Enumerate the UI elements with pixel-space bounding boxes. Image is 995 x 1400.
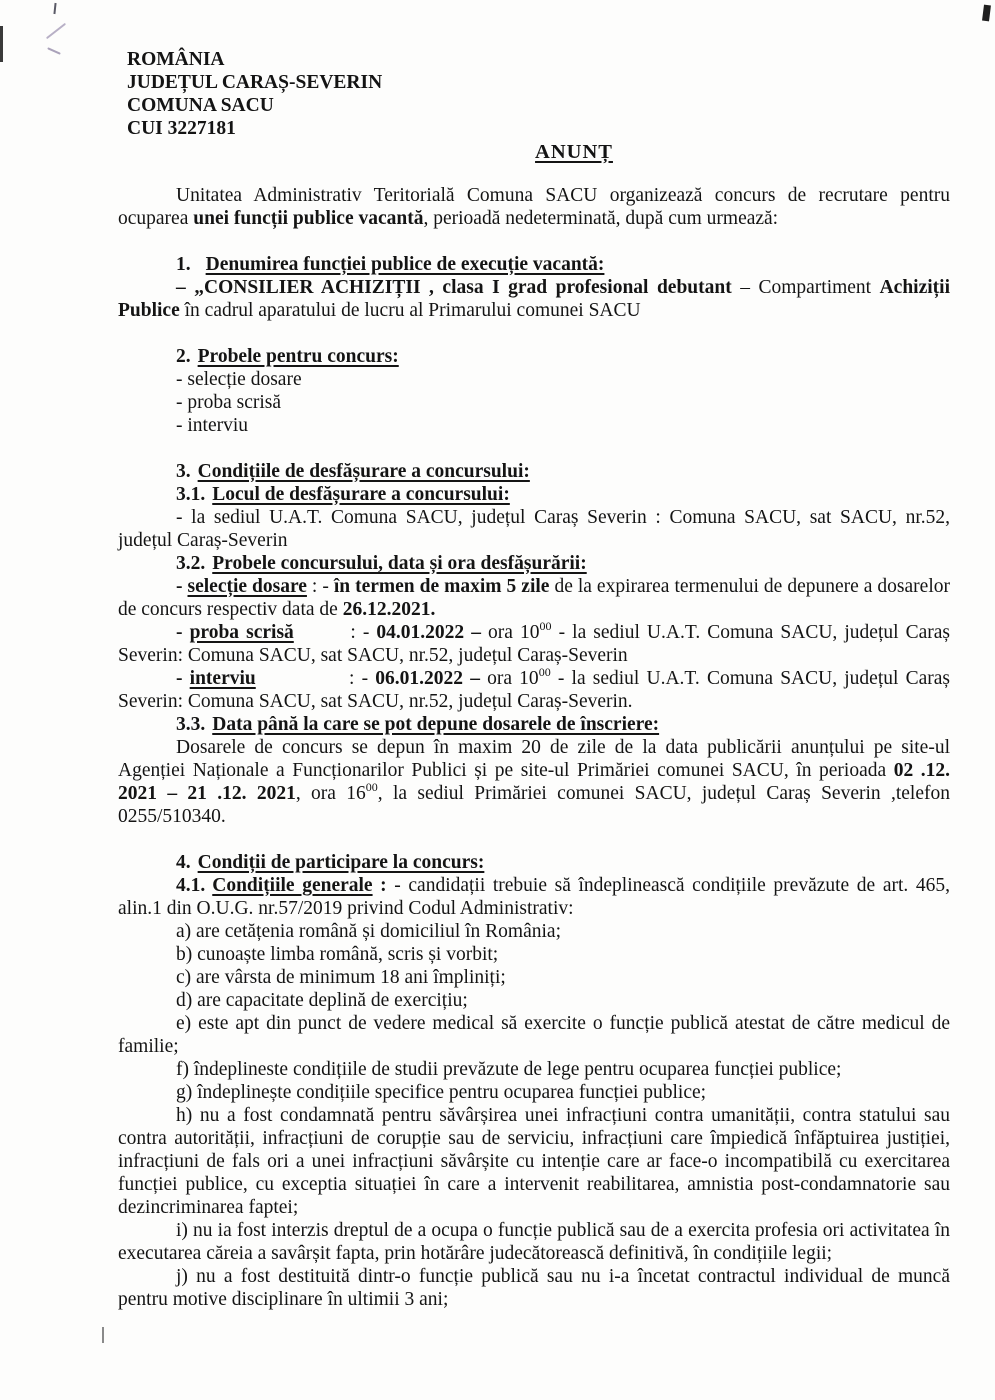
- header-country: ROMÂNIA: [127, 49, 225, 70]
- intro-text-2: , perioadă nedeterminată, după cum urmează:: [423, 208, 779, 229]
- text: , la sediul Primăriei comunei SACU, județul Caraș Severin ,telefon 0255/510340.: [118, 783, 951, 827]
- text: - la sediul U.A.T. Comuna SACU, județul Caraș Severin: Comuna SACU, sat SACU, nr.52, județul Caraș-Severin.: [118, 668, 950, 712]
- title-row: [118, 141, 950, 164]
- header-commune: COMUNA SACU: [127, 95, 274, 116]
- filing-period-paragraph: [118, 736, 950, 828]
- text: - candidații trebuie să îndeplinească condițiile prevăzute de art. 465, alin.1 din O.U.G. nr.57/2019 privind Codul Administrativ:: [118, 875, 950, 919]
- intro-text: Unitatea Administrativ Teritorială Comuna SACU organizează concurs de recrutare pentru ocuparea: [118, 185, 950, 229]
- section-3-title: Condițiile de desfășurare a concursului:: [197, 461, 530, 482]
- section-1-number: 1.: [176, 254, 191, 275]
- condition-item: b) cunoaște limba română, scris și vorbit;: [176, 944, 499, 965]
- scan-artifact: [53, 3, 56, 14]
- section-3-number: 3.: [176, 461, 191, 482]
- text: – Compartiment: [731, 277, 880, 298]
- section-3-2-heading: [176, 552, 950, 575]
- selection-deadline-paragraph: [118, 575, 950, 621]
- text: în cadrul aparatului de lucru al Primarului comunei SACU: [179, 300, 641, 321]
- condition-item: e) este apt din punct de vedere medical să exercite o funcție publică atestat de către medicul de familie;: [118, 1013, 950, 1057]
- deadline-date: 26.12.2021.: [342, 599, 436, 620]
- position-name: „CONSILIER ACHIZIȚII , clasa I grad profesional debutant: [194, 277, 732, 298]
- written-test-paragraph: [118, 618, 950, 667]
- section-3-1-title: Locul de desfășurare a concursului:: [212, 484, 510, 505]
- scan-artifact: [982, 5, 991, 22]
- section-3-1-heading: [176, 483, 950, 506]
- condition-item: c) are vârsta de minimum 18 ani împliniți;: [176, 967, 506, 988]
- document-content: [118, 48, 950, 1311]
- dash: -: [176, 576, 188, 597]
- scan-artifact: [46, 23, 66, 39]
- text: : -: [255, 668, 376, 689]
- section-4-1-number: 4.1.: [176, 875, 206, 896]
- condition-item: d) are capacitate deplină de exercițiu;: [176, 990, 468, 1011]
- stage-label: selecție dosare: [187, 576, 307, 597]
- interview-date: 06.01.2022 –: [375, 668, 480, 689]
- section-3-2-number: 3.2.: [176, 553, 206, 574]
- section-3-3-heading: [176, 713, 950, 736]
- section-4-1-title: Condițiile generale: [212, 875, 373, 896]
- condition-item: g) îndeplinește condițiile specifice pentru ocuparea funcției publice;: [176, 1082, 707, 1103]
- department-name: Achiziții Publice: [118, 277, 950, 321]
- section-4-title: Condiții de participare la concurs:: [197, 852, 485, 873]
- condition-item: j) nu a fost destituită dintr-o funcție publică sau nu i-a încetat contractul individual de muncă pentru motive disciplinare în ultimii 3 ani;: [118, 1266, 950, 1310]
- text: , ora 16: [295, 783, 366, 804]
- section-3-1-body: - la sediul U.A.T. Comuna SACU, județul Caraș Severin : Comuna SACU, sat SACU, nr.52, județul Caraș-Severin: [118, 507, 950, 551]
- section-3-3-number: 3.3.: [176, 714, 206, 735]
- text: ora 10: [479, 668, 539, 689]
- section-1-heading: [176, 253, 950, 276]
- hour-superscript: 00: [538, 664, 551, 679]
- header-cui: CUI 3227181: [127, 118, 236, 139]
- dash: -: [176, 622, 190, 643]
- stage-label: proba scrisă: [189, 622, 294, 643]
- scan-artifact: [0, 26, 3, 62]
- section-4-heading: [176, 851, 950, 874]
- condition-item: a) are cetățenia română și domiciliul în România;: [176, 921, 561, 942]
- hour-superscript: 00: [539, 618, 552, 633]
- section-2-number: 2.: [176, 346, 191, 367]
- header-county: JUDEȚUL CARAȘ-SEVERIN: [127, 72, 383, 93]
- section-2-title: Probele pentru concurs:: [197, 346, 399, 367]
- dash: -: [176, 668, 190, 689]
- section-4-1-paragraph: [118, 874, 950, 920]
- text: : -: [306, 576, 334, 597]
- text: : -: [293, 622, 377, 643]
- stage-label: interviu: [189, 668, 256, 689]
- section-3-heading: [176, 460, 950, 483]
- section-3-2-title: Probele concursului, data și ora desfășurării:: [212, 553, 587, 574]
- deadline-term: în termen de maxim 5 zile: [333, 576, 550, 597]
- text: ora 10: [480, 622, 540, 643]
- list-item: - selecție dosare: [176, 369, 302, 390]
- scan-artifact: [102, 1327, 104, 1343]
- interview-paragraph: [118, 664, 950, 713]
- section-3-1-number: 3.1.: [176, 484, 206, 505]
- condition-item: h) nu a fost condamnată pentru săvârșirea unei infracțiuni contra umanității, contra statului sau contra autorității, infracțiuni de corupție sau de serviciu, infracțiuni care împiedică înfăptuirea justiției, infracțiuni de fals ori a unei infracțiuni săvârșite cu intenție care ar face-o incompatibilă cu exercitarea funcției publice, cu exceptia situației în care a intervenit reabilitarea, amnistia post-condamnatorie sau dezincriminarea faptei;: [118, 1105, 950, 1218]
- list-item: - interviu: [176, 415, 249, 436]
- section-1-body: [118, 276, 950, 322]
- hour-superscript: 00: [365, 779, 378, 794]
- intro-bold: unei funcții publice vacantă: [193, 208, 424, 229]
- condition-item: i) nu ia fost interzis dreptul de a ocupa o funcție publică sau de a exercita profesia ori activitatea în executarea căreia a savârșit fapta, prin hotărâre judecătorească definitivă, în condițiile legii;: [118, 1220, 950, 1264]
- section-1-title: Denumirea funcției publice de execuție vacantă:: [205, 254, 605, 275]
- list-item: - proba scrisă: [176, 392, 282, 413]
- intro-paragraph: [118, 184, 950, 230]
- dash: –: [176, 277, 195, 298]
- text: de la expirarea termenului de depunere a dosarelor de concurs respectiv data de: [118, 576, 950, 620]
- section-2-heading: [176, 345, 950, 368]
- section-3-3-title: Data până la care se pot depune dosarele de înscriere:: [212, 714, 660, 735]
- text: Dosarele de concurs se depun în maxim 20 de zile de la data publicării anunțului pe site-ul Agenției Naționale a Funcționarilor Publici și pe site-ul Primăriei comunei SACU, în perioada: [118, 737, 950, 781]
- scan-artifact: [47, 47, 61, 55]
- text: - la sediul U.A.T. Comuna SACU, județul Caraș Severin: Comuna SACU, sat SACU, nr.52, județul Caraș-Severin: [118, 622, 950, 666]
- colon: :: [372, 875, 395, 896]
- section-4-number: 4.: [176, 852, 191, 873]
- condition-item: f) îndeplineste condițiile de studii prevăzute de lege pentru ocuparea funcției publice;: [176, 1059, 842, 1080]
- filing-period-dates: 02 .12. 2021 – 21 .12. 2021: [118, 760, 951, 804]
- test-date: 04.01.2022 –: [376, 622, 481, 643]
- document-title: ANUNȚ: [535, 141, 613, 163]
